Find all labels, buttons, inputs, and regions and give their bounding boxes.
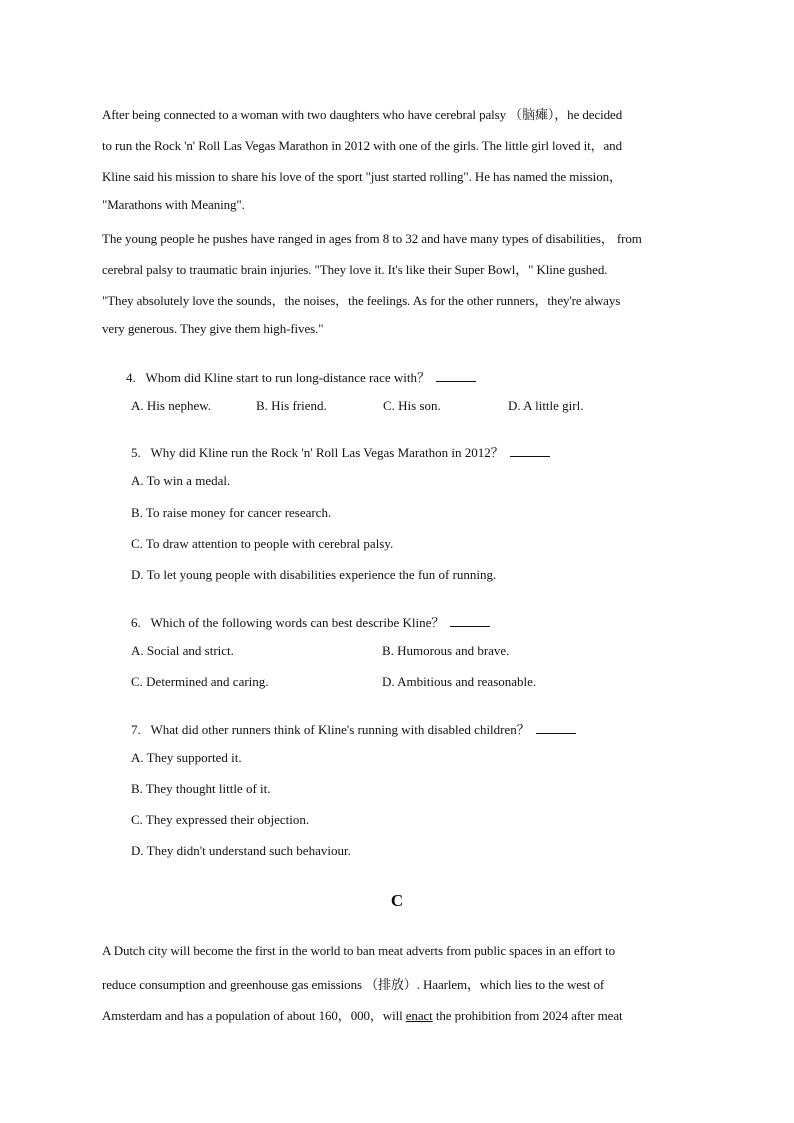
question-text: Which of the following words can best describe Kline？ [150,615,445,630]
answer-blank[interactable] [510,446,550,457]
option-b: B. His friend. [256,398,327,413]
passage-line: reduce consumption and greenhouse gas emissions （排放）. Haarlem，which lies to the west of [102,977,605,992]
option-d: D. Ambitious and reasonable. [382,674,537,689]
option-b: B. To raise money for cancer research. [131,505,332,520]
passage-text: Amsterdam and has a population of about 160，000，will [102,1008,406,1023]
option-b: B. Humorous and brave. [382,643,510,658]
passage-line: to run the Rock 'n' Roll Las Vegas Marathon in 2012 with one of the girls. The little girl loved it，and [102,138,622,153]
option-d: D. They didn't understand such behaviour. [131,843,351,858]
question-number: 6. [131,615,141,630]
option-d: D. To let young people with disabilities experience the fun of running. [131,567,497,582]
option-a: A. They supported it. [131,750,242,765]
answer-blank[interactable] [536,723,576,734]
question-5 [131,442,550,461]
passage-line [102,1005,623,1024]
passage-line: "Marathons with Meaning". [102,197,245,212]
question-text: Why did Kline run the Rock 'n' Roll Las Vegas Marathon in 2012？ [150,445,504,460]
option-b: B. They thought little of it. [131,781,271,796]
section-heading: C [390,891,404,910]
answer-blank[interactable] [450,616,490,627]
option-c: C. Determined and caring. [131,674,269,689]
option-c: C. His son. [383,398,441,413]
option-c: C. To draw attention to people with cerebral palsy. [131,536,394,551]
passage-line: Kline said his mission to share his love of the sport "just started rolling". He has named the mission， [102,169,622,184]
answer-blank[interactable] [436,371,476,382]
question-number: 4. [126,370,136,385]
passage-text: the prohibition from 2024 after meat [432,1008,623,1023]
question-4 [126,367,476,386]
question-number: 5. [131,445,141,460]
question-text: Whom did Kline start to run long-distance race with？ [145,370,430,385]
passage-line: The young people he pushes have ranged in ages from 8 to 32 and have many types of disabilities， from [102,231,642,246]
question-6 [131,612,490,631]
question-number: 7. [131,722,141,737]
option-d: D. A little girl. [508,398,584,413]
passage-line: very generous. They give them high-fives." [102,321,324,336]
option-a: A. His nephew. [131,398,212,413]
question-7 [131,719,576,738]
passage-line: cerebral palsy to traumatic brain injuries. "They love it. It's like their Super Bowl，" Kline gushed. [102,262,608,277]
underlined-word: enact [405,1008,433,1023]
passage-line: After being connected to a woman with two daughters who have cerebral palsy （脑瘫），he decided [102,107,623,122]
option-a: A. To win a medal. [131,473,231,488]
passage-line: "They absolutely love the sounds，the noises，the feelings. As for the other runners，they're always [102,293,621,308]
option-c: C. They expressed their objection. [131,812,310,827]
option-a: A. Social and strict. [131,643,234,658]
passage-line: A Dutch city will become the first in the world to ban meat adverts from public spaces in an effort to [102,943,616,958]
question-text: What did other runners think of Kline's running with disabled children？ [150,722,530,737]
